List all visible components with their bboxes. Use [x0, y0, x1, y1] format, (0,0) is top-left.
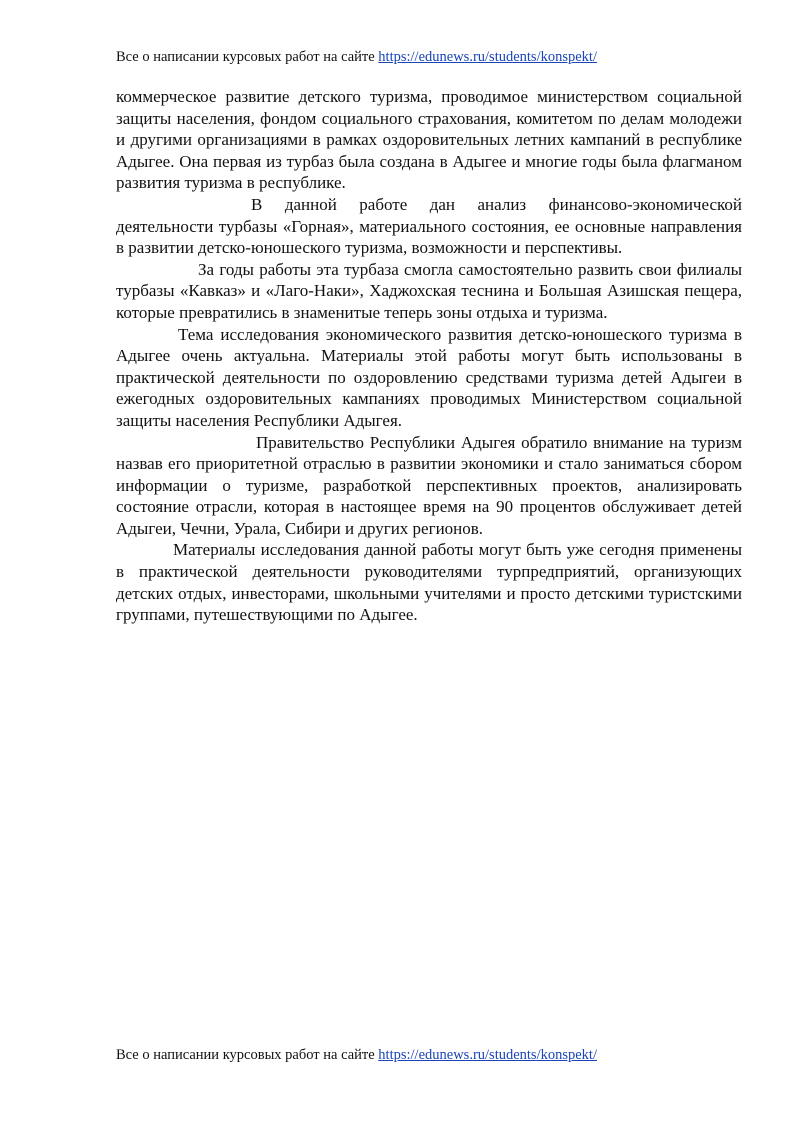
paragraph-4: Тема исследования экономического развития детско-юношеского туризма в Адыгее очень актуальна. Материалы этой работы могут быть использованы в практической деятельности по оздоровлению средствами туризма детей Адыгеи в ежегодных оздоровительных кампаниях проводимых Министерством социальной защиты населения Республики Адыгея. — [116, 324, 742, 430]
page-footer — [116, 1046, 756, 1064]
paragraph-5: Правительство Республики Адыгея обратило внимание на туризм назвав его приоритетной отраслью в развитии экономики и стало заниматься сбором информации о туризме, разработкой перспективных проектов, анализировать состояние отрасли, которая в настоящее время на 90 процентов обслуживает детей Адыгеи, Чечни, Урала, Сибири и других регионов. — [116, 432, 742, 538]
paragraph-2: В данной работе дан анализ финансово-экономической деятельности турбазы «Горная», материального состояния, ее основные направления в развитии детско-юношеского туризма, возможности и перспективы. — [116, 194, 742, 258]
paragraph-3: За годы работы эта турбаза смогла самостоятельно развить свои филиалы турбазы «Кавказ» и «Лаго-Наки», Хаджохская теснина и Большая Азишская пещера, которые превратились в знаменитые теперь зоны отдыха и туризма. — [116, 259, 742, 322]
document-body — [116, 86, 742, 626]
footer-text: Все о написании курсовых работ на сайте — [116, 1047, 379, 1063]
paragraph-1: коммерческое развитие детского туризма, проводимое министерством социальной защиты населения, фондом социального страхования, комитетом по делам молодежи и другими организациями в рамках оздоровительных летних кампаний в республике Адыгее. Она первая из турбаз была создана в Адыгее и многие годы была флагманом развития туризма в республике. — [116, 87, 742, 193]
paragraph-6: Материалы исследования данной работы могут быть уже сегодня применены в практической деятельности руководителями турпредприятий, организующих детских отдых, инвесторами, школьными учителями и просто детскими туристскими группами, путешествующими по Адыгее. — [116, 540, 742, 625]
footer-link[interactable]: https://edunews.ru/students/konspekt/ — [378, 1047, 597, 1063]
header-link[interactable]: https://edunews.ru/students/konspekt/ — [378, 49, 597, 65]
header-text: Все о написании курсовых работ на сайте — [116, 49, 379, 65]
page-header — [116, 48, 756, 66]
